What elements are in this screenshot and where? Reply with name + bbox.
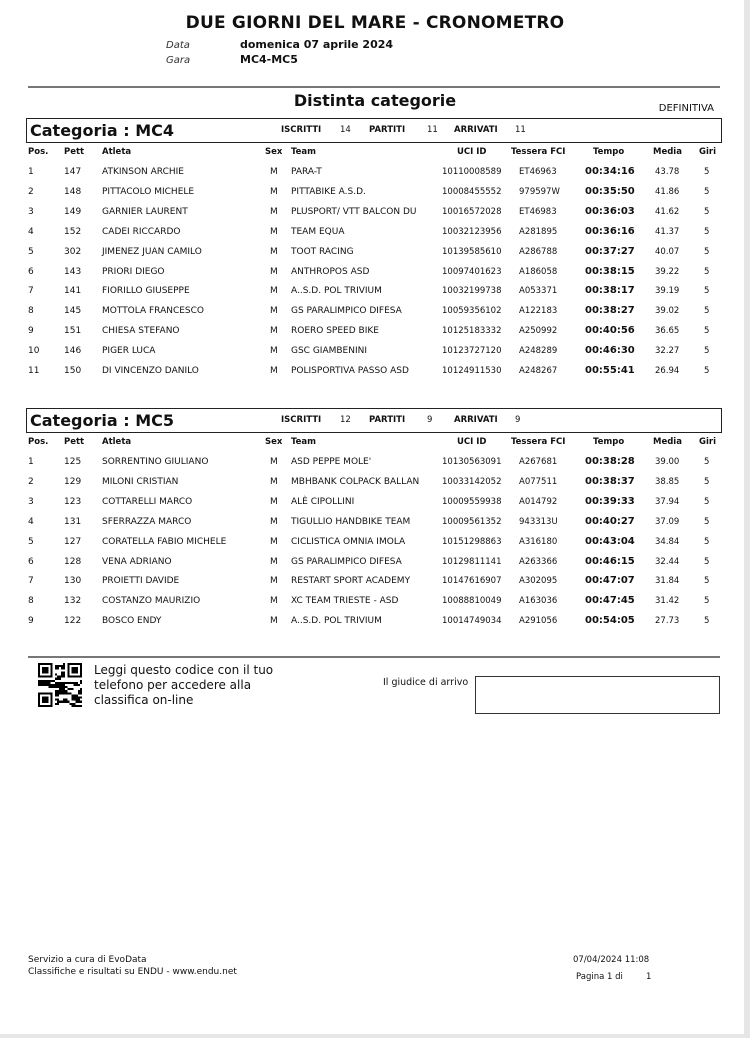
cell-sex: M xyxy=(270,596,278,607)
column-header-uci: UCI ID xyxy=(457,147,487,157)
footer-results-link[interactable]: Classifiche e risultati su ENDU - www.endu.net xyxy=(28,967,237,977)
cell-laps: 5 xyxy=(704,286,710,297)
cell-athlete: SORRENTINO GIULIANO xyxy=(102,457,209,467)
table-row xyxy=(0,596,750,616)
cell-athlete: CADEI RICCARDO xyxy=(102,226,181,237)
arrivati-count: 9 xyxy=(515,415,521,425)
cell-athlete: PROIETTI DAVIDE xyxy=(102,576,180,587)
cell-pett: 141 xyxy=(64,286,82,297)
cell-time: 00:43:04 xyxy=(585,535,635,547)
cell-time: 00:34:16 xyxy=(585,166,635,177)
iscritti-label: ISCRITTI xyxy=(281,415,322,425)
cell-tessera: A014792 xyxy=(519,496,558,507)
cell-avg-speed: 27.73 xyxy=(655,616,680,627)
cell-tessera: A263366 xyxy=(519,556,558,567)
cell-time: 00:35:50 xyxy=(585,185,635,197)
table-row xyxy=(0,576,750,596)
cell-tessera: A122183 xyxy=(519,306,558,317)
cell-laps: 5 xyxy=(704,186,710,197)
cell-avg-speed: 36.65 xyxy=(655,326,680,337)
table-row xyxy=(0,227,750,247)
page-subtitle: Distinta categorie xyxy=(293,91,457,110)
cell-uci-id: 10147616907 xyxy=(442,576,502,587)
cell-laps: 5 xyxy=(704,306,710,317)
cell-sex: M xyxy=(270,167,278,177)
iscritti-count: 12 xyxy=(340,415,351,425)
cell-uci-id: 10110008589 xyxy=(442,167,502,177)
column-header-tempo: Tempo xyxy=(593,147,625,157)
cell-avg-speed: 41.86 xyxy=(655,186,680,197)
cell-uci-id: 10124911530 xyxy=(442,366,502,376)
category-header xyxy=(26,408,722,433)
cell-time: 00:47:07 xyxy=(585,575,635,587)
partiti-count: 9 xyxy=(427,415,433,425)
event-title: DUE GIORNI DEL MARE - CRONOMETRO xyxy=(185,13,565,33)
column-header-pos: Pos. xyxy=(28,437,49,447)
cell-tessera: A267681 xyxy=(519,457,558,467)
cell-laps: 5 xyxy=(704,226,710,237)
cell-pett: 132 xyxy=(64,596,82,607)
cell-uci-id: 10088810049 xyxy=(442,596,502,607)
cell-pos: 3 xyxy=(28,206,34,217)
cell-sex: M xyxy=(270,476,278,487)
cell-tessera: ET46983 xyxy=(519,206,557,217)
cell-sex: M xyxy=(270,516,278,527)
cell-time: 00:40:27 xyxy=(585,515,635,527)
cell-pett: 152 xyxy=(64,226,82,237)
cell-athlete: ATKINSON ARCHIE xyxy=(102,167,184,177)
cell-tessera: 979597W xyxy=(519,186,560,197)
cell-pos: 4 xyxy=(28,226,34,237)
date-value: domenica 07 aprile 2024 xyxy=(240,38,394,51)
cell-avg-speed: 39.02 xyxy=(655,306,680,317)
category-name: Categoria : MC5 xyxy=(30,411,174,430)
cell-time: 00:38:28 xyxy=(585,456,635,467)
cell-pett: 149 xyxy=(64,206,82,217)
column-header-sex: Sex xyxy=(265,437,283,447)
cell-athlete: MOTTOLA FRANCESCO xyxy=(102,306,205,317)
header-divider xyxy=(28,86,720,88)
cell-sex: M xyxy=(270,576,278,587)
partiti-count: 11 xyxy=(427,125,438,135)
cell-athlete: MILONI CRISTIAN xyxy=(102,476,179,487)
cell-time: 00:47:45 xyxy=(585,595,635,607)
cell-team: GS PARALIMPICO DIFESA xyxy=(291,306,402,317)
table-row xyxy=(0,306,750,326)
table-row xyxy=(0,497,750,517)
cell-team: ALÈ CIPOLLINI xyxy=(291,496,355,507)
race-label: Gara xyxy=(166,55,191,66)
table-row xyxy=(0,187,750,207)
cell-tessera: A291056 xyxy=(519,616,558,627)
cell-team: TIGULLIO HANDBIKE TEAM xyxy=(291,516,411,527)
cell-pos: 5 xyxy=(28,246,34,257)
qr-code-icon[interactable] xyxy=(38,663,82,707)
arrivati-label: ARRIVATI xyxy=(454,125,498,135)
cell-tessera: A316180 xyxy=(519,536,558,547)
cell-sex: M xyxy=(270,496,278,507)
cell-athlete: PIGER LUCA xyxy=(102,346,156,357)
date-label: Data xyxy=(166,40,190,51)
cell-team: PITTABIKE A.S.D. xyxy=(291,186,366,197)
cell-athlete: VENA ADRIANO xyxy=(102,556,172,567)
judge-label: Il giudice di arrivo xyxy=(383,677,469,688)
cell-pett: 145 xyxy=(64,306,82,317)
cell-avg-speed: 32.27 xyxy=(655,346,680,357)
cell-avg-speed: 34.84 xyxy=(655,536,680,547)
cell-time: 00:38:17 xyxy=(585,285,635,297)
cell-athlete: CORATELLA FABIO MICHELE xyxy=(102,536,227,547)
cell-uci-id: 10033142052 xyxy=(442,476,502,487)
table-row xyxy=(0,207,750,227)
column-header-pett: Pett xyxy=(64,437,85,447)
cell-team: GS PARALIMPICO DIFESA xyxy=(291,556,402,567)
cell-avg-speed: 26.94 xyxy=(655,366,680,376)
cell-pos: 10 xyxy=(28,346,40,357)
cell-sex: M xyxy=(270,206,278,217)
cell-pett: 129 xyxy=(64,476,82,487)
cell-time: 00:55:41 xyxy=(585,365,635,376)
cell-uci-id: 10032199738 xyxy=(442,286,502,297)
cell-pett: 146 xyxy=(64,346,82,357)
column-header-atleta: Atleta xyxy=(102,147,132,157)
table-row xyxy=(0,537,750,557)
cell-uci-id: 10123727120 xyxy=(442,346,502,357)
cell-laps: 5 xyxy=(704,366,710,376)
footer-datetime: 07/04/2024 11:08 xyxy=(573,955,650,965)
cell-sex: M xyxy=(270,186,278,197)
footer-service: Servizio a cura di EvoData xyxy=(28,955,147,965)
cell-team: XC TEAM TRIESTE - ASD xyxy=(291,596,399,607)
cell-team: ANTHROPOS ASD xyxy=(291,266,370,277)
cell-athlete: BOSCO ENDY xyxy=(102,616,162,627)
cell-pos: 2 xyxy=(28,186,34,197)
table-row xyxy=(0,557,750,577)
cell-laps: 5 xyxy=(704,206,710,217)
arrivati-label: ARRIVATI xyxy=(454,415,498,425)
cell-pett: 302 xyxy=(64,246,82,257)
cell-tessera: A163036 xyxy=(519,596,558,607)
cell-laps: 5 xyxy=(704,576,710,587)
cell-avg-speed: 39.00 xyxy=(655,457,680,467)
column-header-team: Team xyxy=(291,437,317,447)
footer-page-label: Pagina 1 di xyxy=(576,972,623,982)
table-row xyxy=(0,167,750,187)
column-header-team: Team xyxy=(291,147,317,157)
cell-pett: 131 xyxy=(64,516,82,527)
cell-tessera: ET46963 xyxy=(519,167,557,177)
cell-laps: 5 xyxy=(704,326,710,337)
cell-pos: 7 xyxy=(28,286,34,297)
cell-sex: M xyxy=(270,306,278,317)
cell-uci-id: 10008455552 xyxy=(442,186,502,197)
cell-sex: M xyxy=(270,346,278,357)
cell-pett: 125 xyxy=(64,457,82,467)
table-row xyxy=(0,477,750,497)
cell-athlete: PITTACOLO MICHELE xyxy=(102,186,195,197)
cell-avg-speed: 37.09 xyxy=(655,516,680,527)
column-header-pett: Pett xyxy=(64,147,85,157)
cell-time: 00:36:03 xyxy=(585,205,635,217)
cell-pett: 127 xyxy=(64,536,82,547)
arrivati-count: 11 xyxy=(515,125,526,135)
cell-athlete: CHIESA STEFANO xyxy=(102,326,180,337)
cell-avg-speed: 31.42 xyxy=(655,596,680,607)
cell-avg-speed: 43.78 xyxy=(655,167,680,177)
cell-team: A..S.D. POL TRIVIUM xyxy=(291,286,382,297)
table-row xyxy=(0,267,750,287)
cell-uci-id: 10009559938 xyxy=(442,496,502,507)
cell-pett: 148 xyxy=(64,186,82,197)
cell-uci-id: 10125183332 xyxy=(442,326,502,337)
cell-tessera: A250992 xyxy=(519,326,558,337)
cell-pos: 6 xyxy=(28,266,34,277)
cell-avg-speed: 41.37 xyxy=(655,226,680,237)
cell-pett: 128 xyxy=(64,556,82,567)
cell-team: POLISPORTIVA PASSO ASD xyxy=(291,366,409,376)
cell-team: TEAM EQUA xyxy=(291,226,345,237)
cell-sex: M xyxy=(270,536,278,547)
cell-team: CICLISTICA OMNIA IMOLA xyxy=(291,536,406,547)
cell-pos: 2 xyxy=(28,476,34,487)
cell-athlete: GARNIER LAURENT xyxy=(102,206,188,217)
cell-laps: 5 xyxy=(704,536,710,547)
cell-sex: M xyxy=(270,457,278,467)
cell-athlete: DI VINCENZO DANILO xyxy=(102,366,199,376)
table-row xyxy=(0,366,750,386)
cell-athlete: JIMENEZ JUAN CAMILO xyxy=(102,246,202,257)
cell-sex: M xyxy=(270,226,278,237)
cell-pett: 130 xyxy=(64,576,82,587)
cell-avg-speed: 39.19 xyxy=(655,286,680,297)
table-row xyxy=(0,286,750,306)
cell-time: 00:37:27 xyxy=(585,245,635,257)
cell-uci-id: 10009561352 xyxy=(442,516,502,527)
cell-pos: 9 xyxy=(28,616,34,627)
footer-page-total: 1 xyxy=(646,972,652,982)
cell-team: GSC GIAMBENINI xyxy=(291,346,368,357)
cell-avg-speed: 32.44 xyxy=(655,556,680,567)
cell-laps: 5 xyxy=(704,496,710,507)
cell-avg-speed: 39.22 xyxy=(655,266,680,277)
cell-pos: 1 xyxy=(28,457,34,467)
cell-pos: 9 xyxy=(28,326,34,337)
cell-team: PLUSPORT/ VTT BALCON DU xyxy=(291,206,417,217)
cell-laps: 5 xyxy=(704,596,710,607)
cell-laps: 5 xyxy=(704,616,710,627)
cell-pos: 8 xyxy=(28,596,34,607)
cell-laps: 5 xyxy=(704,346,710,357)
cell-pos: 3 xyxy=(28,496,34,507)
iscritti-count: 14 xyxy=(340,125,351,135)
table-row xyxy=(0,326,750,346)
cell-pett: 123 xyxy=(64,496,82,507)
cell-avg-speed: 40.07 xyxy=(655,246,680,257)
partiti-label: PARTITI xyxy=(369,415,406,425)
cell-tessera: A077511 xyxy=(519,476,558,487)
cell-uci-id: 10014749034 xyxy=(442,616,502,627)
cell-laps: 5 xyxy=(704,246,710,257)
race-value: MC4-MC5 xyxy=(240,53,298,66)
cell-laps: 5 xyxy=(704,556,710,567)
cell-uci-id: 10151298863 xyxy=(442,536,502,547)
cell-pos: 5 xyxy=(28,536,34,547)
cell-uci-id: 10130563091 xyxy=(442,457,502,467)
cell-uci-id: 10097401623 xyxy=(442,266,502,277)
status-label: DEFINITIVA xyxy=(658,103,714,114)
qr-instructions: Leggi questo codice con il tuo telefono per accedere alla classifica on-line xyxy=(94,663,274,707)
column-header-media: Media xyxy=(653,437,682,447)
cell-team: RESTART SPORT ACADEMY xyxy=(291,576,411,587)
cell-sex: M xyxy=(270,556,278,567)
cell-team: ASD PEPPE MOLE' xyxy=(291,457,372,467)
cell-tessera: A186058 xyxy=(519,266,558,277)
column-header-tessera: Tessera FCI xyxy=(511,437,566,447)
cell-tessera: A302095 xyxy=(519,576,558,587)
cell-avg-speed: 41.62 xyxy=(655,206,680,217)
category-header xyxy=(26,118,722,143)
column-header-atleta: Atleta xyxy=(102,437,132,447)
cell-pett: 143 xyxy=(64,266,82,277)
cell-avg-speed: 37.94 xyxy=(655,496,680,507)
table-row xyxy=(0,346,750,366)
table-row xyxy=(0,457,750,477)
cell-avg-speed: 38.85 xyxy=(655,476,680,487)
cell-uci-id: 10032123956 xyxy=(442,226,502,237)
column-header-tessera: Tessera FCI xyxy=(511,147,566,157)
column-header-pos: Pos. xyxy=(28,147,49,157)
partiti-label: PARTITI xyxy=(369,125,406,135)
judge-signature-box xyxy=(475,676,720,714)
column-header-giri: Giri xyxy=(699,147,716,157)
cell-sex: M xyxy=(270,266,278,277)
cell-pett: 151 xyxy=(64,326,82,337)
cell-tessera: A248289 xyxy=(519,346,558,357)
cell-pett: 150 xyxy=(64,366,82,376)
cell-pos: 8 xyxy=(28,306,34,317)
cell-athlete: PRIORI DIEGO xyxy=(102,266,165,277)
column-header-media: Media xyxy=(653,147,682,157)
cell-sex: M xyxy=(270,246,278,257)
column-header-tempo: Tempo xyxy=(593,437,625,447)
cell-pett: 147 xyxy=(64,167,82,177)
cell-avg-speed: 31.84 xyxy=(655,576,680,587)
cell-athlete: COTTARELLI MARCO xyxy=(102,496,193,507)
cell-laps: 5 xyxy=(704,476,710,487)
cell-tessera: A281895 xyxy=(519,226,558,237)
cell-laps: 5 xyxy=(704,167,710,177)
cell-time: 00:46:15 xyxy=(585,555,635,567)
category-name: Categoria : MC4 xyxy=(30,121,174,140)
cell-tessera: A053371 xyxy=(519,286,558,297)
cell-pos: 7 xyxy=(28,576,34,587)
cell-athlete: FIORILLO GIUSEPPE xyxy=(102,286,190,297)
footer-divider xyxy=(28,656,720,658)
cell-pos: 4 xyxy=(28,516,34,527)
cell-time: 00:39:33 xyxy=(585,495,635,507)
cell-sex: M xyxy=(270,366,278,376)
cell-athlete: COSTANZO MAURIZIO xyxy=(102,596,201,607)
table-row xyxy=(0,616,750,636)
cell-team: TOOT RACING xyxy=(291,246,354,257)
table-row xyxy=(0,247,750,267)
cell-team: A..S.D. POL TRIVIUM xyxy=(291,616,382,627)
cell-time: 00:38:27 xyxy=(585,305,635,317)
cell-tessera: A248267 xyxy=(519,366,558,376)
cell-team: MBHBANK COLPACK BALLAN xyxy=(291,476,420,487)
cell-uci-id: 10139585610 xyxy=(442,246,502,257)
cell-laps: 5 xyxy=(704,457,710,467)
cell-athlete: SFERRAZZA MARCO xyxy=(102,516,192,527)
cell-tessera: A286788 xyxy=(519,246,558,257)
cell-sex: M xyxy=(270,326,278,337)
cell-laps: 5 xyxy=(704,516,710,527)
cell-sex: M xyxy=(270,286,278,297)
cell-pos: 1 xyxy=(28,167,34,177)
column-header-uci: UCI ID xyxy=(457,437,487,447)
cell-uci-id: 10016572028 xyxy=(442,206,502,217)
iscritti-label: ISCRITTI xyxy=(281,125,322,135)
cell-pos: 6 xyxy=(28,556,34,567)
cell-time: 00:38:37 xyxy=(585,475,635,487)
cell-time: 00:46:30 xyxy=(585,345,635,357)
cell-tessera: 943313U xyxy=(519,516,558,527)
cell-uci-id: 10129811141 xyxy=(442,556,502,567)
cell-time: 00:40:56 xyxy=(585,325,635,337)
cell-team: ROERO SPEED BIKE xyxy=(291,326,379,337)
cell-time: 00:38:15 xyxy=(585,265,635,277)
column-header-giri: Giri xyxy=(699,437,716,447)
table-row xyxy=(0,517,750,537)
cell-laps: 5 xyxy=(704,266,710,277)
cell-time: 00:54:05 xyxy=(585,615,635,627)
cell-pos: 11 xyxy=(28,366,40,376)
cell-time: 00:36:16 xyxy=(585,225,635,237)
column-header-sex: Sex xyxy=(265,147,283,157)
cell-uci-id: 10059356102 xyxy=(442,306,502,317)
cell-pett: 122 xyxy=(64,616,82,627)
cell-team: PARA-T xyxy=(291,167,322,177)
cell-sex: M xyxy=(270,616,278,627)
